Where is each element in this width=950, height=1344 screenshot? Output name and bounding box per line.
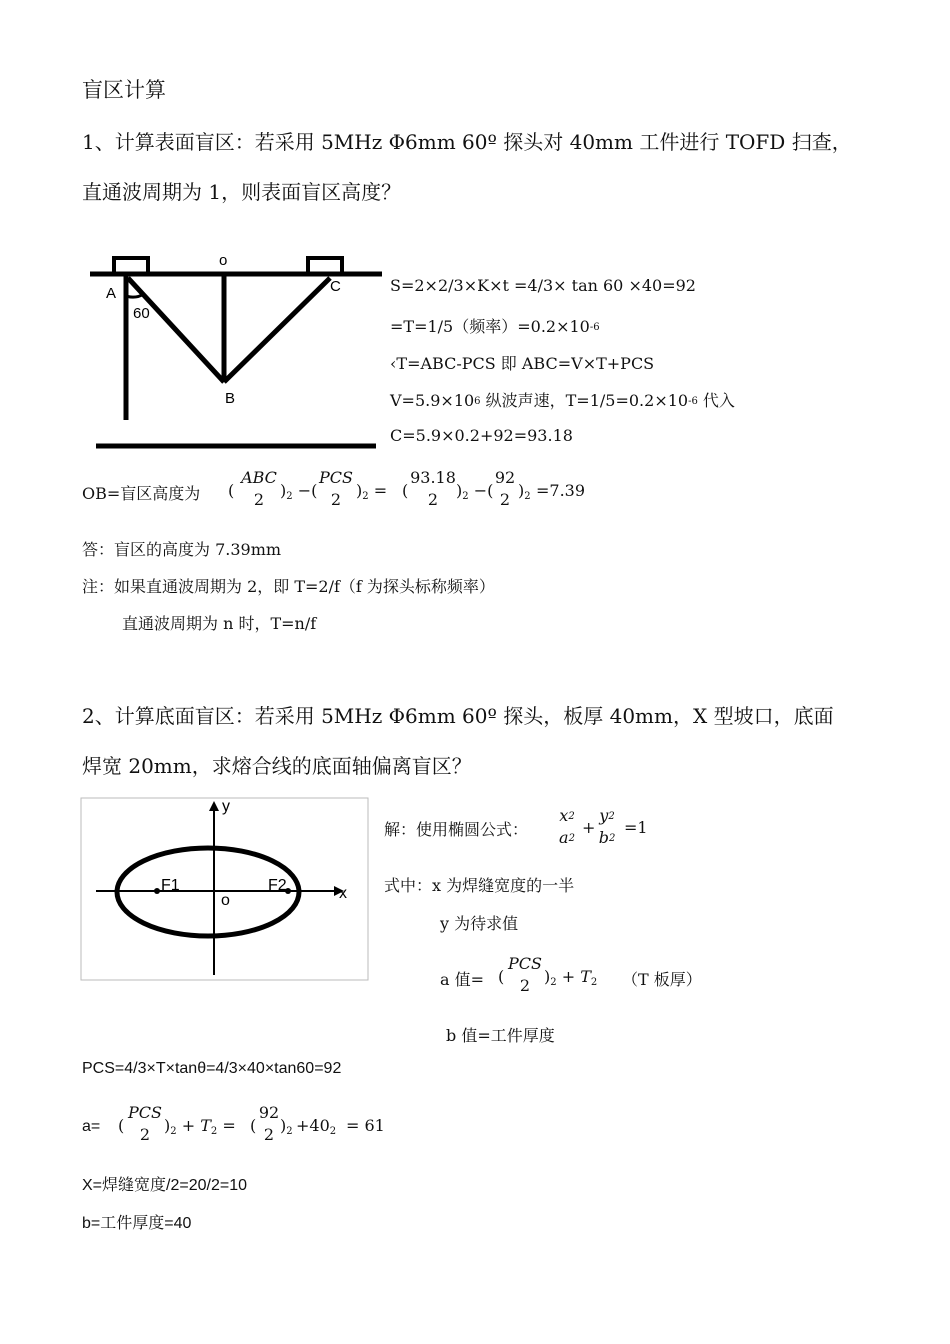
q1-label-o: o: [219, 252, 228, 269]
q2-text-line2: 焊宽 20mm，求熔合线的底面轴偏离盲区？: [82, 754, 472, 778]
q2-label-f2: F2: [268, 877, 287, 894]
q2-diagram: [80, 797, 370, 983]
q2-a-paren2: (: [250, 1116, 257, 1135]
q2-ellipse-frac-y: y2 b2: [598, 806, 616, 847]
q1-ob-frac1: ABC 2: [241, 468, 277, 509]
q1-sol-line2: =T=1/5（频率）=0.2×10-6: [390, 317, 600, 336]
q2-where1: 式中：x 为焊缝宽度的一半: [384, 876, 575, 895]
q2-a-frac1: PCS 2: [128, 1103, 162, 1144]
q2-text-line1: 2、计算底面盲区：若采用 5MHz Φ6mm 60º 探头，板厚 40mm，X 型坡口，底面: [82, 704, 834, 728]
q1-ob-frac2: PCS 2: [319, 468, 353, 509]
q1-ob-op4: )2: [518, 481, 531, 502]
q2-label-x: x: [339, 885, 347, 902]
q1-ob-prefix: OB=盲区高度为: [82, 484, 201, 503]
q2-aval-paren: (: [498, 967, 505, 986]
q1-sol-line4: V=5.9×106 纵波声速，T=1/5=0.2×10-6 代入: [390, 391, 735, 410]
q2-a-result: = 61: [346, 1116, 385, 1135]
q2-ellipse-plus: +: [582, 818, 596, 837]
q1-label-b: B: [225, 390, 236, 407]
q1-note2: 直通波周期为 n 时，T=n/f: [122, 614, 317, 633]
q2-a-frac2: 92 2: [258, 1103, 280, 1144]
q1-text-line1: 1、计算表面盲区：若采用 5MHz Φ6mm 60º 探头对 40mm 工件进行 TOFD 扫查，: [82, 130, 852, 154]
q2-bval: b 值=工件厚度: [446, 1026, 555, 1045]
q1-sol-line1: S=2×2/3×K×t =4/3× tan 60 ×40=92: [390, 276, 696, 295]
q2-a-op1: )2 + T2 =: [164, 1116, 236, 1137]
page-title: 盲区计算: [82, 78, 166, 102]
q1-label-c: C: [330, 278, 341, 295]
q2-a-prefix: a=: [82, 1118, 101, 1135]
q2-a-paren1: (: [118, 1116, 125, 1135]
q1-note1: 注：如果直通波周期为 2，即 T=2/f（f 为探头标称频率）: [82, 577, 495, 596]
q1-sol-line3: ‹T=ABC-PCS 即 ABC=V×T+PCS: [390, 354, 655, 373]
q1-ob-frac3: 93.18 2: [410, 468, 456, 509]
q2-aval-prefix: a 值=: [440, 970, 485, 989]
q1-label-angle: 60: [133, 305, 150, 322]
q2-sol-intro: 解：使用椭圆公式：: [384, 820, 529, 839]
q2-aval-suffix: （T 板厚）: [622, 970, 702, 989]
q2-ellipse-eq: =1: [624, 818, 648, 837]
q1-ob-paren3: (: [402, 481, 409, 500]
q1-label-a: A: [106, 285, 117, 302]
q2-x-line: X=焊缝宽度/2=20/2=10: [82, 1177, 247, 1194]
q2-label-y: y: [222, 798, 230, 815]
q2-aval-tail: )2 + T2: [544, 967, 598, 988]
q2-aval-frac: PCS 2: [508, 954, 542, 995]
q2-a-tail: +402: [296, 1116, 337, 1137]
q1-text-line2: 直通波周期为 1，则表面盲区高度？: [82, 180, 402, 204]
q1-sol-line5: C=5.9×0.2+92=93.18: [390, 426, 573, 445]
q1-answer: 答：盲区的高度为 7.39mm: [82, 540, 282, 559]
q2-ellipse-frac-x: x2 a2: [559, 806, 575, 847]
q1-diagram: [86, 238, 386, 458]
q2-pcs: PCS=4/3×T×tanθ=4/3×40×tan60=92: [82, 1060, 342, 1077]
q1-ob-op3: )2 −(: [456, 481, 494, 502]
q1-ob-op2: )2 =: [356, 481, 388, 502]
q1-ob-op1: )2 −(: [280, 481, 318, 502]
q2-b-line: b=工件厚度=40: [82, 1215, 192, 1232]
q2-label-o: o: [221, 892, 230, 909]
q1-ob-result: =7.39: [536, 481, 586, 500]
q2-where2: y 为待求值: [440, 914, 519, 933]
q2-a-op2: )2: [280, 1116, 293, 1137]
q1-ob-paren1: (: [228, 481, 235, 500]
q2-label-f1: F1: [161, 877, 180, 894]
q1-ob-frac4: 92 2: [494, 468, 516, 509]
